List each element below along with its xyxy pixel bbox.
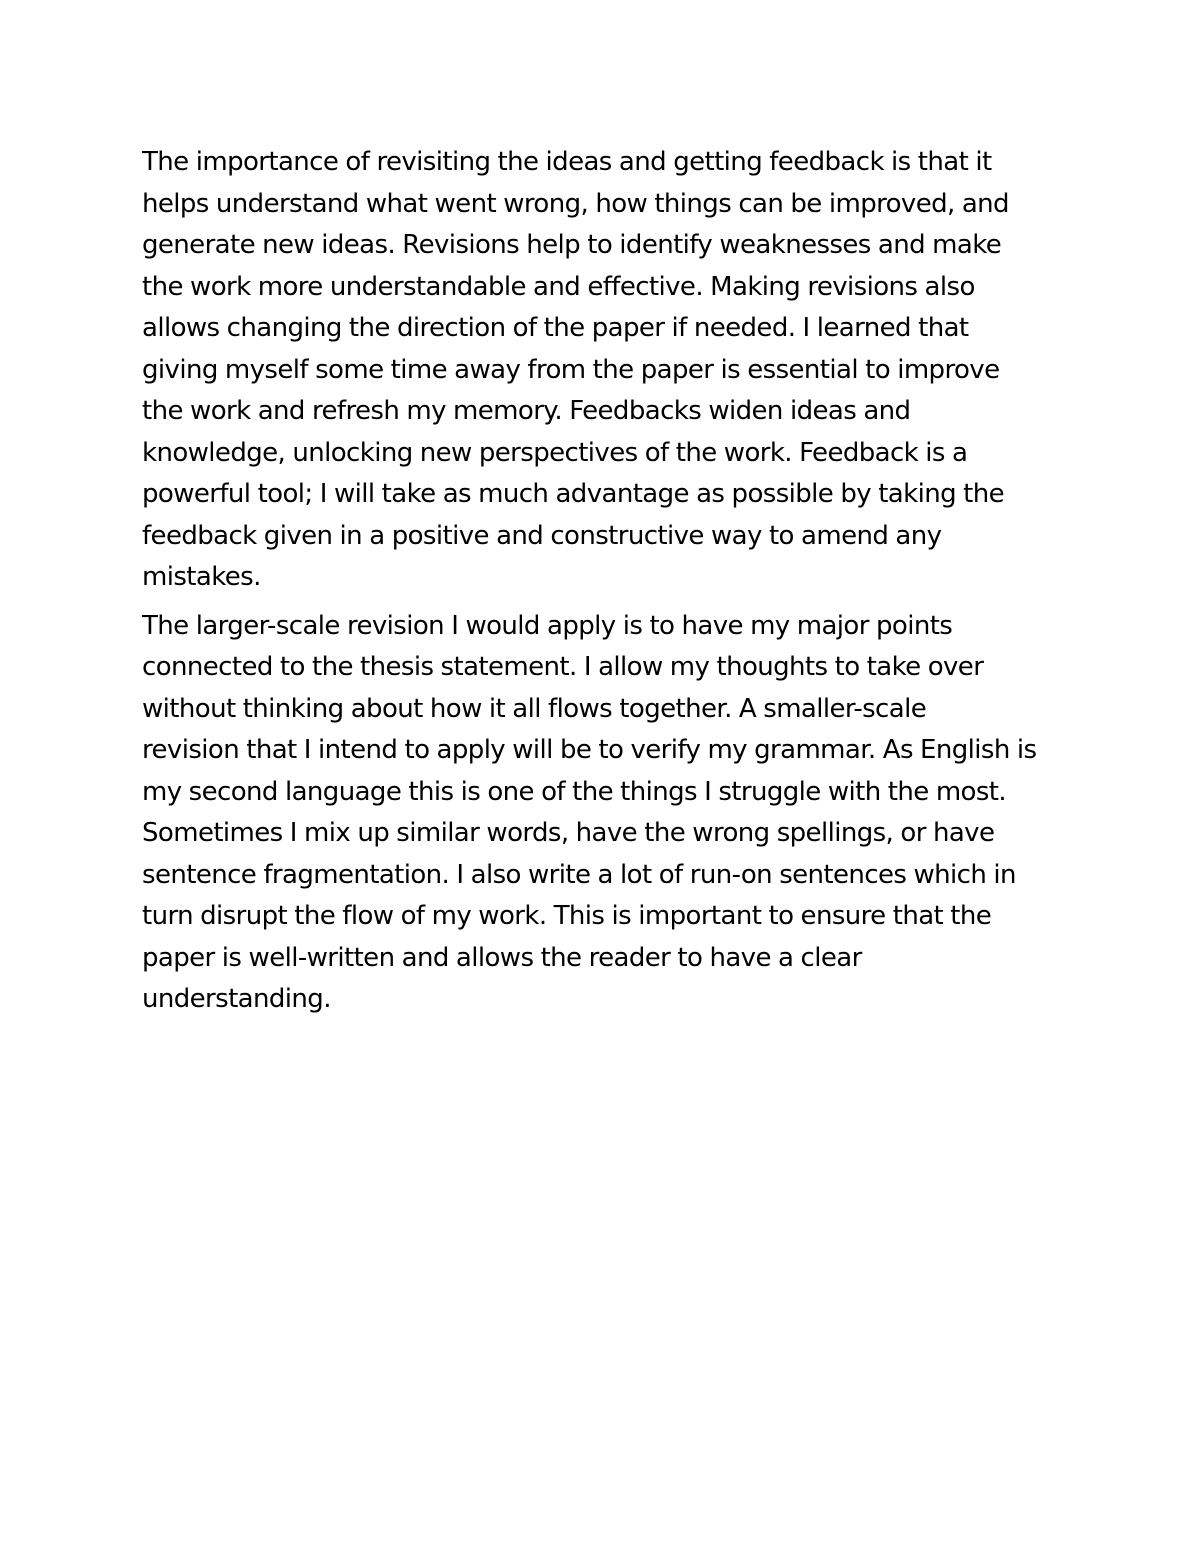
- text-line: revision that I intend to apply will be to verify my grammar. As English is: [142, 735, 1037, 765]
- text-line: powerful tool; I will take as much advantage as possible by taking the: [142, 479, 1005, 509]
- paragraph-1: [142, 142, 1062, 599]
- paragraph-2: [142, 606, 1062, 1021]
- text-line: the work and refresh my memory. Feedbacks widen ideas and: [142, 396, 911, 426]
- text-line: knowledge, unlocking new perspectives of the work. Feedback is a: [142, 437, 968, 468]
- text-line: mistakes.: [142, 562, 261, 592]
- text-line: The larger-scale revision I would apply is to have my major points: [142, 610, 953, 641]
- text-line: generate new ideas. Revisions help to identify weaknesses and make: [142, 230, 1002, 260]
- text-line: turn disrupt the flow of my work. This is important to ensure that the: [142, 901, 992, 931]
- document-body: [142, 142, 1062, 1021]
- text-line: understanding.: [142, 984, 331, 1014]
- text-line: without thinking about how it all flows together. A smaller-scale: [142, 693, 927, 724]
- text-line: Sometimes I mix up similar words, have the wrong spellings, or have: [142, 818, 995, 848]
- text-line: allows changing the direction of the paper if needed. I learned that: [142, 313, 969, 343]
- text-line: the work more understandable and effective. Making revisions also: [142, 271, 975, 302]
- text-line: helps understand what went wrong, how things can be improved, and: [142, 188, 1009, 219]
- text-line: paper is well-written and allows the reader to have a clear: [142, 942, 862, 973]
- text-line: The importance of revisiting the ideas and getting feedback is that it: [142, 147, 992, 177]
- text-line: my second language this is one of the things I struggle with the most.: [142, 776, 1007, 807]
- text-line: sentence fragmentation. I also write a lot of run-on sentences which in: [142, 859, 1016, 890]
- text-line: giving myself some time away from the paper is essential to improve: [142, 354, 1000, 385]
- text-line: connected to the thesis statement. I allow my thoughts to take over: [142, 652, 984, 682]
- text-line: feedback given in a positive and constructive way to amend any: [142, 520, 942, 551]
